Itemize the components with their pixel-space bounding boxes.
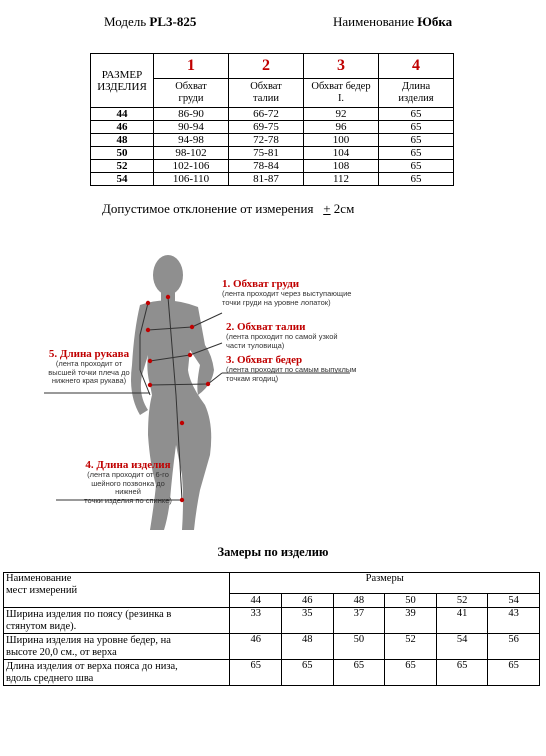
table-cell: 102-106 [154, 160, 229, 173]
length-note-line: точки изделия по спинке) [84, 495, 172, 505]
size-header-cell: 50 [385, 594, 437, 608]
hips-label: 3. Обхват бедер [226, 354, 303, 366]
name-label: Наименование [333, 14, 414, 29]
measure-row-name [4, 660, 230, 686]
table-cell: 92 [304, 108, 379, 121]
size-cell: 50 [91, 147, 154, 160]
col-header-line: Длина [401, 81, 431, 92]
table-row [91, 147, 454, 160]
row-name-line: Длина изделия от верха пояса до низа, [6, 660, 178, 672]
table-cell: 52 [385, 634, 437, 660]
table-cell: 65 [230, 660, 282, 686]
table-cell: 65 [379, 108, 454, 121]
table-cell: 65 [436, 660, 488, 686]
row-name-line: высоте 20,0 см., от верха [6, 646, 117, 658]
waist-note-line: (лента проходит по самой узкой [226, 332, 338, 341]
col-header-line: I. [337, 93, 345, 104]
chest-note-line: (лента проходит через выступающие [222, 289, 352, 298]
table-cell: 104 [304, 147, 379, 160]
table-cell: 65 [379, 121, 454, 134]
table-cell: 72-78 [229, 134, 304, 147]
name-header-line: Наименование [6, 573, 72, 584]
table-cell: 65 [385, 660, 437, 686]
length-callout [78, 459, 178, 505]
size-header-cell: 44 [230, 594, 282, 608]
column-number-4: 4 [379, 54, 454, 79]
corner-line1: РАЗМЕР [101, 68, 143, 81]
chest-callout [222, 278, 351, 307]
tolerance-plus-minus: + [323, 201, 331, 216]
table-cell: 43 [488, 608, 540, 634]
row-name-line: вдоль среднего шва [6, 672, 94, 684]
col-header-line: Обхват [175, 81, 207, 92]
size-cell: 48 [91, 134, 154, 147]
table-cell: 65 [379, 134, 454, 147]
table-row [91, 108, 454, 121]
sleeve-note-line: нижнего края рукава) [51, 376, 127, 385]
chest-label: 1. Обхват груди [222, 278, 300, 290]
table-cell: 54 [436, 634, 488, 660]
table-cell: 41 [436, 608, 488, 634]
sleeve-callout [44, 348, 134, 386]
measure-row-name [4, 608, 230, 634]
row-name-line: Ширина изделия по поясу (резинка в [6, 608, 172, 620]
size-cell: 44 [91, 108, 154, 121]
table-cell: 50 [333, 634, 385, 660]
table-cell: 48 [281, 634, 333, 660]
model-title [104, 14, 196, 30]
col-header-line: талии [253, 93, 279, 104]
chest-note-line: точки груди на уровне лопаток) [222, 297, 331, 307]
measure-row-name [4, 634, 230, 660]
table-cell: 33 [230, 608, 282, 634]
measure-table [3, 572, 540, 686]
table-row [91, 134, 454, 147]
waist-note-line: части туловища) [226, 340, 285, 350]
table-cell: 69-75 [229, 121, 304, 134]
table-cell: 94-98 [154, 134, 229, 147]
length-note-line: шейного позвонка до нижней [91, 478, 165, 496]
table-cell: 75-81 [229, 147, 304, 160]
table-cell: 100 [304, 134, 379, 147]
size-header-cell: 48 [333, 594, 385, 608]
size-corner-header [91, 54, 154, 108]
hips-note-line: точкам ягодиц) [226, 373, 279, 383]
measure-table-title: Замеры по изделию [217, 545, 329, 559]
table-cell: 81-87 [229, 173, 304, 186]
size-table [90, 53, 454, 186]
table-cell: 96 [304, 121, 379, 134]
table-cell: 108 [304, 160, 379, 173]
table-cell: 98-102 [154, 147, 229, 160]
product-name [333, 14, 452, 30]
table-cell: 86-90 [154, 108, 229, 121]
waist-callout [226, 321, 338, 350]
size-header-cell: 52 [436, 594, 488, 608]
table-cell: 65 [281, 660, 333, 686]
table-cell: 106-110 [154, 173, 229, 186]
sleeve-note-line: (лента проходит от [55, 359, 123, 368]
size-header-cell: 54 [488, 594, 540, 608]
table-row [4, 634, 540, 660]
col-header-line: Обхват бедер [311, 81, 371, 92]
waist-label: 2. Обхват талии [226, 321, 306, 333]
table-cell: 37 [333, 608, 385, 634]
row-name-line: стянутом виде). [6, 620, 77, 632]
sizes-header: Размеры [230, 573, 540, 594]
table-cell: 65 [379, 173, 454, 186]
tolerance-note [102, 201, 354, 217]
table-row [4, 608, 540, 634]
table-cell: 65 [488, 660, 540, 686]
table-row [4, 660, 540, 686]
sleeve-label: 5. Длина рукава [48, 348, 130, 360]
col-header-line: груди [178, 93, 204, 104]
table-cell: 112 [304, 173, 379, 186]
tolerance-text: Допустимое отклонение от измерения [102, 201, 314, 216]
table-cell: 39 [385, 608, 437, 634]
size-cell: 54 [91, 173, 154, 186]
column-number-1: 1 [154, 54, 229, 79]
column-header-length [379, 79, 454, 108]
table-cell: 65 [379, 147, 454, 160]
name-header-line: мест измерений [6, 585, 78, 596]
sleeve-note-line: высшей точки плеча до [48, 367, 130, 377]
column-header-hips [304, 79, 379, 108]
table-cell: 66-72 [229, 108, 304, 121]
length-note-line: (лента проходит от 6-го [87, 470, 169, 479]
size-cell: 52 [91, 160, 154, 173]
column-header-chest [154, 79, 229, 108]
table-cell: 46 [230, 634, 282, 660]
hips-note-line: (лента проходит по самым выпуклым [226, 365, 357, 374]
row-name-line: Ширина изделия на уровне бедер, на [6, 634, 171, 646]
length-label: 4. Длина изделия [85, 459, 171, 471]
name-value: Юбка [417, 14, 453, 29]
table-row [91, 160, 454, 173]
size-header-cell: 46 [281, 594, 333, 608]
column-number-2: 2 [229, 54, 304, 79]
table-cell: 56 [488, 634, 540, 660]
col-header-line: Обхват [250, 81, 282, 92]
measure-name-header [4, 573, 230, 608]
size-cell: 46 [91, 121, 154, 134]
col-header-line: изделия [398, 93, 434, 104]
corner-line2: ИЗДЕЛИЯ [97, 80, 147, 93]
hips-callout [226, 354, 356, 383]
table-cell: 90-94 [154, 121, 229, 134]
table-cell: 65 [333, 660, 385, 686]
tolerance-value: 2см [333, 201, 355, 216]
column-number-3: 3 [304, 54, 379, 79]
table-cell: 65 [379, 160, 454, 173]
column-header-waist [229, 79, 304, 108]
table-cell: 35 [281, 608, 333, 634]
model-label: Модель [104, 14, 147, 29]
table-row [91, 173, 454, 186]
model-value: PL3-825 [149, 14, 197, 29]
table-row [91, 121, 454, 134]
table-cell: 78-84 [229, 160, 304, 173]
